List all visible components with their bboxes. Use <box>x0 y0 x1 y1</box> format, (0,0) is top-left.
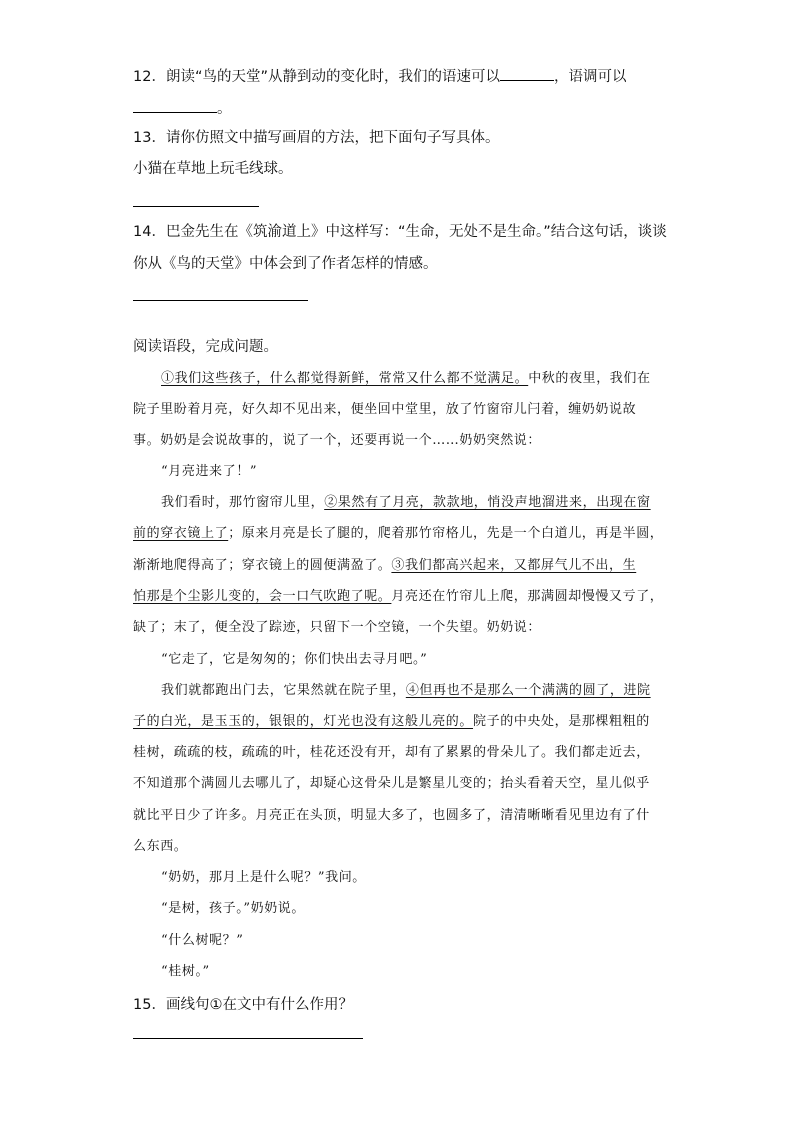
question-12-line1 <box>133 66 626 87</box>
passage-text: 中秋的夜里，我们在 <box>528 371 651 386</box>
passage-line <box>133 618 541 638</box>
passage-text: 桂树，疏疏的枝，疏疏的叶，桂花还没有开，却有了累累的骨朵儿了。我们都走近去， <box>133 745 650 760</box>
passage-line <box>161 462 257 482</box>
passage-line <box>133 400 636 420</box>
passage-text: 么东西。 <box>133 839 188 854</box>
passage-text: “月亮进来了！” <box>161 464 258 479</box>
underlined-sentence: ①我们这些孩子，什么都觉得新鲜，常常又什么都不觉满足。 <box>161 371 529 386</box>
passage-line <box>133 556 636 576</box>
question-14-line1: 14．巴金先生在《筑渝道上》中这样写：“生命，无处不是生命。”结合这句话，谈谈 <box>133 224 667 240</box>
passage-text: 渐渐地爬得高了；穿衣镜上的圆便满盈了。 <box>133 558 392 573</box>
passage-line <box>133 837 187 857</box>
underlined-sentence: ③我们都高兴起来，又都屏气儿不出，生 <box>391 558 637 573</box>
question-12-period: 。 <box>217 101 232 117</box>
passage-text: “什么树呢？” <box>161 933 244 948</box>
question-13-prompt: 13．请你仿照文中描写画眉的方法，把下面句子写具体。 <box>133 130 500 146</box>
passage-text: 院子的中央处，是那棵粗粗的 <box>473 714 650 729</box>
passage-text: 月亮还在竹帘儿上爬，那满圆却慢慢又亏了， <box>391 589 664 604</box>
reading-instruction: 阅读语段，完成问题。 <box>133 339 278 355</box>
question-14-line2: 你从《鸟的天堂》中体会到了作者怎样的情感。 <box>133 256 438 272</box>
passage-line <box>161 962 210 982</box>
passage-text: 事。奶奶是会说故事的，说了一个，还要再说一个……奶奶突然说： <box>133 433 542 448</box>
passage-text: 我们就都跑出门去，它果然就在院子里， <box>161 683 406 698</box>
underlined-sentence: ④但再也不是那么一个满满的圆了，进院 <box>405 683 651 698</box>
question-13-sentence: 小猫在草地上玩毛线球。 <box>133 161 293 177</box>
passage-line <box>161 493 651 513</box>
passage-line <box>161 650 427 670</box>
passage-text: 院子里盼着月亮，好久却不见出来，便坐回中堂里，放了竹窗帘儿闩着，缠奶奶说故 <box>133 402 637 417</box>
passage-line <box>133 524 663 544</box>
passage-line <box>133 712 650 732</box>
underlined-sentence: 前的穿衣镜上了 <box>133 526 229 541</box>
answer-blank-tone[interactable] <box>133 98 217 113</box>
passage-line <box>161 369 651 389</box>
answer-line-14[interactable] <box>133 300 308 301</box>
answer-blank-speed[interactable] <box>500 66 554 81</box>
underlined-sentence: 怕那是个尘影儿变的，会一口气吹跑了呢。 <box>133 589 392 604</box>
passage-line <box>161 931 244 951</box>
passage-line <box>161 681 651 701</box>
passage-text: 就比平日少了许多。月亮正在头顶，明显大多了，也圆多了，清清晰晰看见里边有了什 <box>133 808 650 823</box>
passage-line <box>133 431 541 451</box>
passage-line <box>133 587 663 607</box>
question-15-prompt: 15．画线句①在文中有什么作用？ <box>133 997 353 1013</box>
passage-line <box>133 806 650 826</box>
question-12-text: 12．朗读“鸟的天堂”从静到动的变化时，我们的语速可以 <box>133 69 500 85</box>
passage-text: 我们看时，那竹窗帘儿里， <box>161 495 325 510</box>
passage-text: “桂树。” <box>161 964 210 979</box>
underlined-sentence: ②果然有了月亮，款款地，悄没声地溜进来，出现在窗 <box>324 495 651 510</box>
answer-line-15[interactable] <box>133 1038 363 1039</box>
passage-line <box>161 899 305 919</box>
passage-line <box>161 868 366 888</box>
answer-line-13[interactable] <box>133 206 259 207</box>
passage-text: “奶奶，那月上是什么呢？”我问。 <box>161 870 366 885</box>
passage-text: 缺了；末了，便全没了踪迹，只留下一个空镜，一个失望。奶奶说： <box>133 620 542 635</box>
question-12-line2 <box>133 98 232 119</box>
passage-line <box>133 774 650 794</box>
passage-text: “是树，孩子。”奶奶说。 <box>161 901 305 916</box>
passage-text: ；原来月亮是长了腿的，爬着那竹帘格儿，先是一个白道儿，再是半圆， <box>228 526 664 541</box>
underlined-sentence: 子的白光，是玉玉的，银银的，灯光也没有这般儿亮的。 <box>133 714 474 729</box>
passage-text: “它走了，它是匆匆的；你们快出去寻月吧。” <box>161 652 428 667</box>
passage-line <box>133 743 650 763</box>
passage-text: 不知道那个满圆儿去哪儿了，却疑心这骨朵儿是繁星儿变的；抬头看着天空，星儿似乎 <box>133 776 650 791</box>
question-12-text-mid: ，语调可以 <box>553 69 627 85</box>
